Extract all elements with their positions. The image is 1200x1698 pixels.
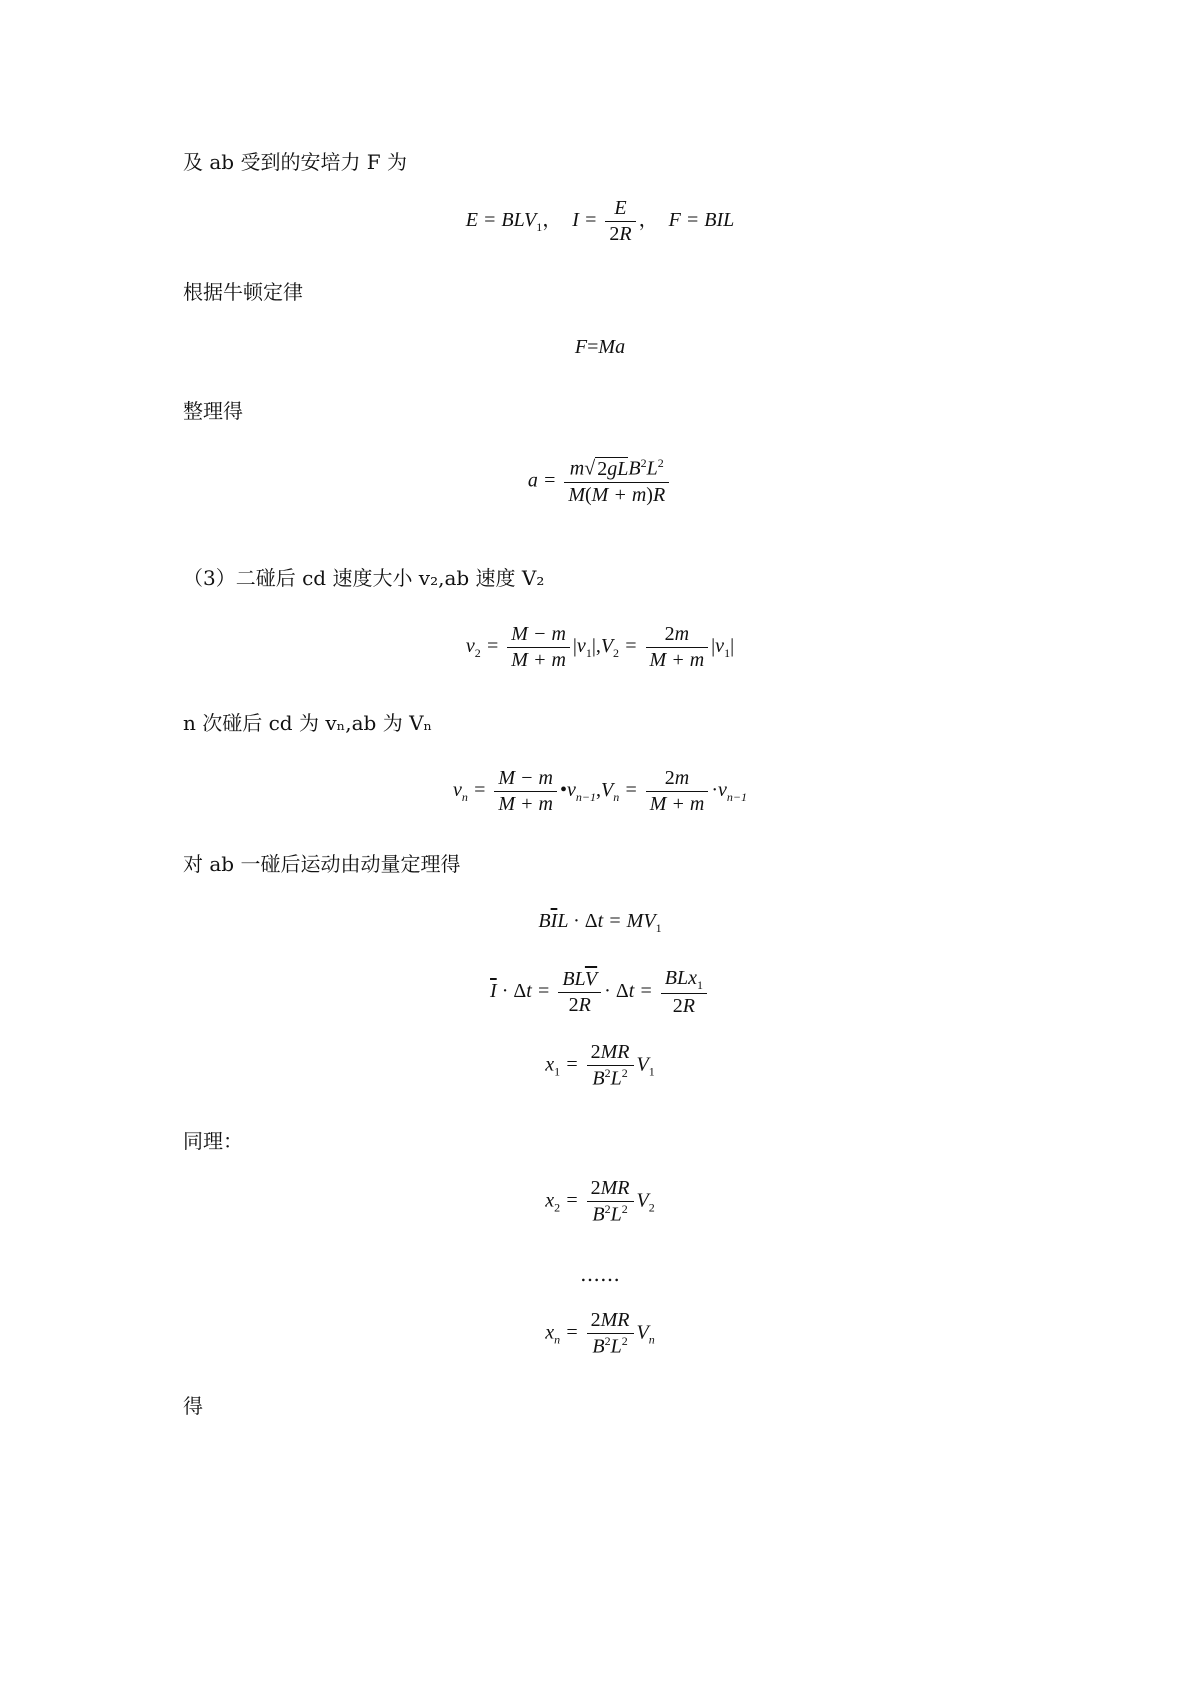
equation-x2: $x_2$ = $\frac{2MR}{B^2L^2}$ $V_2$ [545, 1177, 655, 1226]
text-line-2: 根据牛顿定律 [183, 280, 303, 304]
ellipsis: …… [580, 1262, 620, 1286]
text-line-6: 对 ab 一碰后运动由动量定理得 [183, 852, 461, 876]
equation-emf-current-force: $E = BLV_1$， I = $\frac{E}{2R}$ ， F = BIL [465, 197, 735, 245]
equation-average-current: $\overline{I} \cdot \Delta t$ = $\frac{BL\overline{V}}{2R}$ · Δt = $\frac{BLx_1}{2R}$ [0, 966, 1200, 1019]
equation-xn: $x_n$ = $\frac{2MR}{B^2L^2}$ $V_n$ [545, 1309, 655, 1358]
text-line-4: （3）二碰后 cd 速度大小 v₂,ab 速度 V₂ [183, 566, 545, 590]
text-line-5: n 次碰后 cd 为 vₙ,ab 为 Vₙ [183, 711, 433, 735]
equation-x1: $x_1$ = $\frac{2MR}{B^2L^2}$ $V_1$ [545, 1041, 655, 1090]
equation-newton: F=Ma [574, 336, 626, 358]
equation-second-collision: $v_2$ = $\frac{M - m}{M + m}$ $|v_1|,V_2$ = $\frac{2m}{M + m}$ $|v_1|$ [465, 623, 735, 671]
equation-acceleration: a = $\frac{m√ 2gLB^2L^2}{M(M + m)R}$ [0, 456, 1200, 508]
text-line-1: 及 ab 受到的安培力 F 为 [183, 150, 408, 174]
equation-nth-collision: $v_n$ = $\frac{M - m}{M + m}$ $•v_{n-1},V_n$ = $\frac{2m}{M + m}$ $\cdot v_{n-1}$ [452, 767, 747, 815]
text-line-8: 得 [183, 1394, 203, 1418]
text-line-3: 整理得 [183, 399, 243, 423]
equation-impulse: $B\overline{I}L \cdot \Delta t = MV_1$ [538, 910, 662, 935]
text-line-7: 同理： [183, 1129, 243, 1153]
